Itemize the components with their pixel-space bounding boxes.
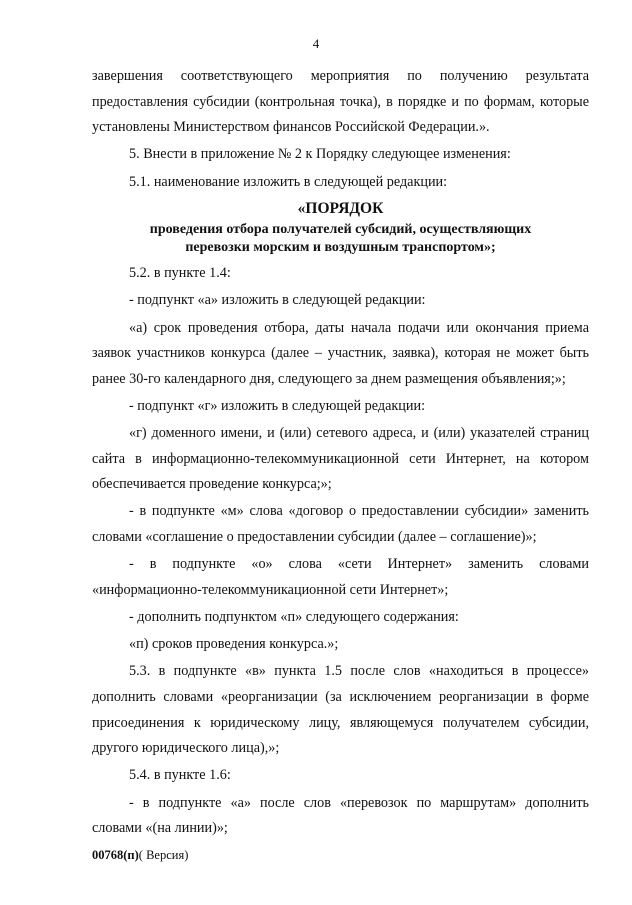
document-version: ( Версия) <box>138 848 189 862</box>
paragraph: - в подпункте «м» слова «договор о предоставлении субсидии» заменить словами «соглашение о предоставлении субсидии (далее – соглашение)»; <box>92 503 589 546</box>
paragraph: «п) сроков проведения конкурса.»; <box>129 636 339 653</box>
title-subtitle: проведения отбора получателей субсидий, осуществляющих перевозки морским и воздушным транспортом»; <box>149 222 532 256</box>
paragraph: 5.2. в пункте 1.4: <box>129 265 231 282</box>
paragraph: - подпункт «а» изложить в следующей редакции: <box>129 292 426 309</box>
document-title <box>92 197 589 257</box>
paragraph: «г) доменного имени, и (или) сетевого адреса, и (или) указателей страниц сайта в информационно-телекоммуникационной сети Интернет, на котором обеспечивается проведение конкурса;»; <box>92 425 589 493</box>
paragraph: - дополнить подпунктом «п» следующего содержания: <box>129 609 459 626</box>
page-number: 4 <box>312 36 320 51</box>
document-code: 00768(п) <box>92 848 139 862</box>
paragraph: 5.3. в подпункте «в» пункта 1.5 после слов «находиться в процессе» дополнить словами «реорганизации (за исключением реорганизации в форме присоединения к юридическому лицу, являющемуся получателем субсидии, другого юридического лица),»; <box>92 663 589 757</box>
paragraph: «а) срок проведения отбора, даты начала подачи или окончания приема заявок участников конкурса (далее – участник, заявка), которая не может быть ранее 30-го календарного дня, следующего за днем размещения объявления;»; <box>92 319 589 387</box>
title-main: «ПОРЯДОК <box>297 200 384 218</box>
paragraph: завершения соответствующего мероприятия по получению результата предоставления субсидии (контрольная точка), в порядке и по формам, которые установлены Министерством финансов Российской Федерации.». <box>92 68 589 136</box>
paragraph: 5.4. в пункте 1.6: <box>129 767 231 784</box>
paragraph: - в подпункте «а» после слов «перевозок по маршрутам» дополнить словами «(на линии)»; <box>92 794 589 837</box>
document-body <box>92 64 589 843</box>
paragraph: 5. Внести в приложение № 2 к Порядку следующее изменения: <box>129 146 511 163</box>
paragraph: - в подпункте «о» слова «сети Интернет» заменить словами «информационно-телекоммуникационной сети Интернет»; <box>92 556 589 598</box>
paragraph: - подпункт «г» изложить в следующей редакции: <box>129 397 426 414</box>
paragraph: 5.1. наименование изложить в следующей редакции: <box>129 173 448 190</box>
document-footer <box>92 848 188 863</box>
